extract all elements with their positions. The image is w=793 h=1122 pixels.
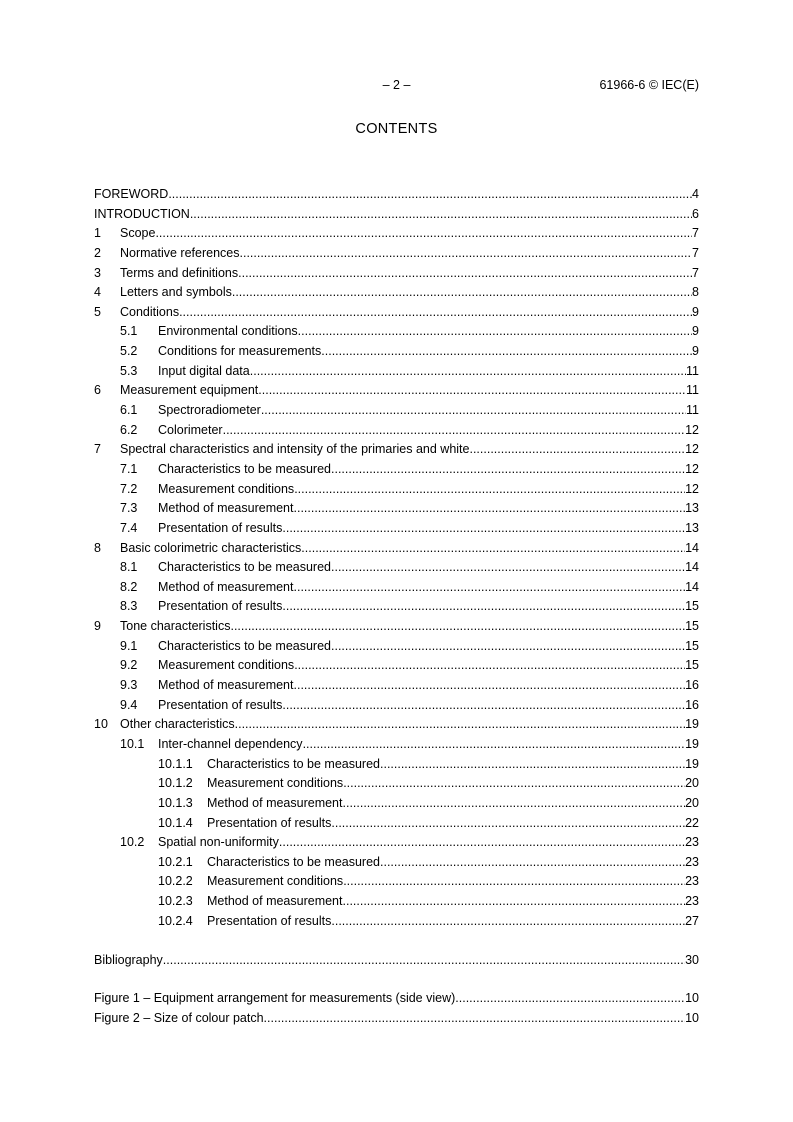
toc-leader-dots xyxy=(294,480,685,500)
toc-entry-title: Colorimeter xyxy=(158,422,223,437)
toc-entry-number: 6 xyxy=(94,383,101,398)
toc-entry-page: 11 xyxy=(686,363,699,378)
toc-entry-number: 8 xyxy=(94,540,101,555)
toc-entry-page: 19 xyxy=(685,736,699,751)
toc-entry[interactable] xyxy=(94,814,699,834)
toc-entry-number: 7.4 xyxy=(120,520,138,535)
toc-entry-title: Characteristics to be measured xyxy=(158,560,331,575)
toc-entry[interactable] xyxy=(94,656,699,676)
toc-entry-title: Inter-channel dependency xyxy=(158,736,303,751)
toc-entry-title: Spatial non-uniformity xyxy=(158,835,279,850)
toc-entry-title: Basic colorimetric characteristics xyxy=(120,540,302,555)
toc-entry-page: 23 xyxy=(685,835,699,850)
toc-entry-number: 5 xyxy=(94,304,101,319)
toc-entry[interactable] xyxy=(94,342,699,362)
toc-entry-page: 19 xyxy=(685,756,699,771)
toc-entry[interactable] xyxy=(94,578,699,598)
toc-leader-dots xyxy=(301,539,685,559)
toc-entry-page: 15 xyxy=(685,638,699,653)
toc-entry-title: Method of measurement xyxy=(158,678,294,693)
toc-entry-title: Measurement conditions xyxy=(158,481,295,496)
toc-entry-number: 10.2.1 xyxy=(158,854,193,869)
toc-leader-dots xyxy=(331,558,685,578)
toc-entry-number: 2 xyxy=(94,245,101,260)
toc-entry-page: 23 xyxy=(685,874,699,889)
toc-entry-page: 10 xyxy=(685,990,699,1005)
toc-entry-figure[interactable] xyxy=(94,989,699,1009)
toc-entry[interactable] xyxy=(94,401,699,421)
toc-entry-title: Tone characteristics xyxy=(120,619,231,634)
toc-leader-dots xyxy=(331,637,685,657)
toc-entry-title: Method of measurement xyxy=(207,894,343,909)
toc-entry[interactable] xyxy=(94,617,699,637)
toc-entry[interactable] xyxy=(94,303,699,323)
toc-entry-title: INTRODUCTION xyxy=(94,206,190,221)
toc-entry-number: 10.2.3 xyxy=(158,894,193,909)
toc-entry-page: 22 xyxy=(685,815,699,830)
toc-leader-dots xyxy=(235,715,685,735)
toc-entry-title: Bibliography xyxy=(94,953,163,968)
toc-entry[interactable] xyxy=(94,539,699,559)
toc-leader-dots xyxy=(238,264,692,284)
toc-entry-title: Scope xyxy=(120,226,156,241)
toc-leader-dots xyxy=(343,794,686,814)
toc-entry[interactable] xyxy=(94,205,699,225)
page-number: – 2 – xyxy=(382,78,411,92)
toc-entry[interactable] xyxy=(94,264,699,284)
toc-leader-dots xyxy=(163,951,685,971)
toc-entry[interactable] xyxy=(94,794,699,814)
toc-entry-number: 1 xyxy=(94,226,101,241)
toc-entry-number: 9.3 xyxy=(120,678,138,693)
toc-entry-number: 9.1 xyxy=(120,638,138,653)
document-reference: 61966-6 © IEC(E) xyxy=(599,78,699,92)
toc-entry[interactable] xyxy=(94,558,699,578)
toc-leader-dots xyxy=(190,205,692,225)
toc-entry-page: 15 xyxy=(685,599,699,614)
toc-entry-page: 27 xyxy=(685,913,699,928)
toc-entry-number: 5.1 xyxy=(120,324,138,339)
toc-leader-dots xyxy=(343,892,686,912)
toc-entry-title: Input digital data xyxy=(158,363,250,378)
toc-entry[interactable] xyxy=(94,519,699,539)
toc-entry-page: 7 xyxy=(692,245,699,260)
toc-entry-page: 30 xyxy=(685,953,699,968)
toc-leader-dots xyxy=(455,989,685,1009)
toc-leader-dots xyxy=(294,499,686,519)
toc-entry-title: Method of measurement xyxy=(207,795,343,810)
toc-entry[interactable] xyxy=(94,715,699,735)
toc-entries xyxy=(94,185,699,931)
toc-entry-number: 8.1 xyxy=(120,560,138,575)
toc-entry-title: Other characteristics xyxy=(120,717,235,732)
toc-entry-title: Environmental conditions xyxy=(158,324,298,339)
toc-leader-dots xyxy=(264,1009,686,1029)
toc-leader-dots xyxy=(282,597,685,617)
toc-entry-number: 10.1 xyxy=(120,736,145,751)
toc-entry-page: 14 xyxy=(685,540,699,555)
toc-entry-title: Characteristics to be measured xyxy=(207,756,380,771)
toc-entry-title: Characteristics to be measured xyxy=(207,854,380,869)
toc-leader-dots xyxy=(331,912,685,932)
toc-entry-number: 6.2 xyxy=(120,422,138,437)
toc-entry-title: Conditions xyxy=(120,304,180,319)
toc-leader-dots xyxy=(250,362,686,382)
toc-entry-page: 12 xyxy=(685,422,699,437)
toc-entry-number: 5.2 xyxy=(120,344,138,359)
toc-entry-title: Presentation of results xyxy=(207,815,332,830)
toc-entry-number: 8.2 xyxy=(120,579,138,594)
toc-entry-page: 19 xyxy=(685,717,699,732)
toc-entry-page: 20 xyxy=(685,776,699,791)
toc-leader-dots xyxy=(380,755,685,775)
toc-entry[interactable] xyxy=(94,774,699,794)
toc-entry-number: 10.1.4 xyxy=(158,815,193,830)
toc-entry-page: 15 xyxy=(685,658,699,673)
toc-entry[interactable] xyxy=(94,499,699,519)
toc-entry-page: 23 xyxy=(685,854,699,869)
toc-leader-dots xyxy=(343,872,685,892)
toc-leader-dots xyxy=(343,774,685,794)
toc-entry[interactable] xyxy=(94,676,699,696)
toc-entry-page: 14 xyxy=(685,579,699,594)
toc-leader-dots xyxy=(321,342,692,362)
toc-entry[interactable] xyxy=(94,872,699,892)
toc-entry-number: 10.1.3 xyxy=(158,795,193,810)
toc-entry-figure[interactable] xyxy=(94,1009,699,1029)
toc-entry-title: Measurement conditions xyxy=(207,874,344,889)
toc-entry[interactable] xyxy=(94,381,699,401)
toc-entry[interactable] xyxy=(94,460,699,480)
toc-leader-dots xyxy=(258,381,686,401)
toc-leader-dots xyxy=(230,617,685,637)
toc-entry[interactable] xyxy=(94,735,699,755)
toc-entry-number: 7 xyxy=(94,442,101,457)
toc-entry-page: 9 xyxy=(692,304,699,319)
toc-entry-number: 9.4 xyxy=(120,697,138,712)
toc-entry-title: Measurement conditions xyxy=(158,658,295,673)
toc-entry-page: 20 xyxy=(685,795,699,810)
toc-leader-dots xyxy=(282,519,685,539)
toc-entry-page: 9 xyxy=(692,324,699,339)
toc-entry[interactable] xyxy=(94,185,699,205)
toc-entry[interactable] xyxy=(94,637,699,657)
toc-entry-title: Measurement equipment xyxy=(120,383,259,398)
toc-entry-title: Presentation of results xyxy=(207,913,332,928)
toc-leader-dots xyxy=(303,735,686,755)
toc-entry[interactable] xyxy=(94,322,699,342)
toc-entry-page: 15 xyxy=(685,619,699,634)
toc-leader-dots xyxy=(294,578,686,598)
toc-entry-title: Method of measurement xyxy=(158,501,294,516)
toc-entry[interactable] xyxy=(94,421,699,441)
page-title: CONTENTS xyxy=(355,121,438,137)
toc-entry-page: 12 xyxy=(685,461,699,476)
toc-entry-page: 6 xyxy=(692,206,699,221)
toc-entry-page: 9 xyxy=(692,344,699,359)
toc-entry-page: 13 xyxy=(685,520,699,535)
toc-entry[interactable] xyxy=(94,362,699,382)
toc-entry-number: 10.1.2 xyxy=(158,776,193,791)
toc-entry-number: 7.3 xyxy=(120,501,138,516)
toc-entry[interactable] xyxy=(94,696,699,716)
toc-leader-dots xyxy=(232,283,692,303)
toc-entry-number: 10.2.4 xyxy=(158,913,193,928)
toc-entry-number: 5.3 xyxy=(120,363,138,378)
toc-entry-title: Presentation of results xyxy=(158,520,283,535)
toc-entry-title: Spectroradiometer xyxy=(158,403,261,418)
toc-leader-dots xyxy=(469,440,685,460)
toc-leader-dots xyxy=(279,833,685,853)
toc-entry-page: 16 xyxy=(685,678,699,693)
toc-entry-page: 11 xyxy=(686,403,699,418)
toc-entry-page: 12 xyxy=(685,442,699,457)
toc-leader-dots xyxy=(298,322,692,342)
toc-entry[interactable] xyxy=(94,244,699,264)
toc-entry-number: 9.2 xyxy=(120,658,138,673)
toc-entry[interactable] xyxy=(94,755,699,775)
toc-entry-number: 7.2 xyxy=(120,481,138,496)
toc-leader-dots xyxy=(240,244,693,264)
toc-entry-title: Terms and definitions xyxy=(120,265,239,280)
toc-entry[interactable] xyxy=(94,440,699,460)
toc-entry[interactable] xyxy=(94,853,699,873)
toc-entry-page: 14 xyxy=(685,560,699,575)
toc-entry[interactable] xyxy=(94,597,699,617)
toc-entry-number: 10.2.2 xyxy=(158,874,193,889)
toc-entry-title: Measurement conditions xyxy=(207,776,344,791)
toc-entry[interactable] xyxy=(94,912,699,932)
toc-entry-title: Characteristics to be measured xyxy=(158,638,331,653)
toc-entry-title: Conditions for measurements xyxy=(158,344,322,359)
toc-entry[interactable] xyxy=(94,224,699,244)
toc-entry-title: Figure 1 – Equipment arrangement for measurements (side view) xyxy=(94,990,456,1005)
toc-entry-number: 10 xyxy=(94,717,108,732)
toc-entry-number: 10.1.1 xyxy=(158,756,193,771)
toc-leader-dots xyxy=(380,853,685,873)
toc-entry-number: 4 xyxy=(94,285,101,300)
toc-leader-dots xyxy=(179,303,692,323)
toc-entry-page: 12 xyxy=(685,481,699,496)
toc-leader-dots xyxy=(331,460,685,480)
toc-entry-title: Figure 2 – Size of colour patch xyxy=(94,1010,264,1025)
toc-entry[interactable] xyxy=(94,892,699,912)
toc-leader-dots xyxy=(155,224,692,244)
toc-entry-number: 8.3 xyxy=(120,599,138,614)
toc-leader-dots xyxy=(223,421,685,441)
toc-entry-page: 8 xyxy=(692,285,699,300)
toc-entry-page: 11 xyxy=(686,383,699,398)
toc-entry-title: Presentation of results xyxy=(158,697,283,712)
toc-entry[interactable] xyxy=(94,833,699,853)
toc-entry-number: 9 xyxy=(94,619,101,634)
toc-entry-page: 10 xyxy=(685,1010,699,1025)
toc-entry-page: 23 xyxy=(685,894,699,909)
toc-entry-title: Method of measurement xyxy=(158,579,294,594)
toc-entry-number: 10.2 xyxy=(120,835,145,850)
toc-leader-dots xyxy=(168,185,692,205)
toc-entry-title: Spectral characteristics and intensity of the primaries and white xyxy=(120,442,470,457)
table-of-contents xyxy=(94,185,699,1028)
toc-entry-page: 13 xyxy=(685,501,699,516)
toc-entry[interactable] xyxy=(94,283,699,303)
toc-leader-dots xyxy=(282,696,685,716)
toc-entry-title: Presentation of results xyxy=(158,599,283,614)
toc-entry-number: 6.1 xyxy=(120,403,138,418)
toc-entry[interactable] xyxy=(94,480,699,500)
toc-entry-title: Characteristics to be measured xyxy=(158,461,331,476)
toc-entry-title: FOREWORD xyxy=(94,187,169,201)
toc-entry-page: 16 xyxy=(685,697,699,712)
toc-entry-bibliography[interactable] xyxy=(94,951,699,971)
toc-leader-dots xyxy=(331,814,685,834)
toc-entry-number: 3 xyxy=(94,265,101,280)
toc-entry-page: 7 xyxy=(692,226,699,241)
toc-entry-page: 7 xyxy=(692,265,699,280)
toc-entry-title: Normative references xyxy=(120,245,240,260)
toc-entry-page: 4 xyxy=(692,187,699,201)
toc-entry-number: 7.1 xyxy=(120,461,138,476)
toc-leader-dots xyxy=(294,656,685,676)
toc-leader-dots xyxy=(261,401,686,421)
toc-entry-title: Letters and symbols xyxy=(120,285,232,300)
toc-leader-dots xyxy=(294,676,686,696)
